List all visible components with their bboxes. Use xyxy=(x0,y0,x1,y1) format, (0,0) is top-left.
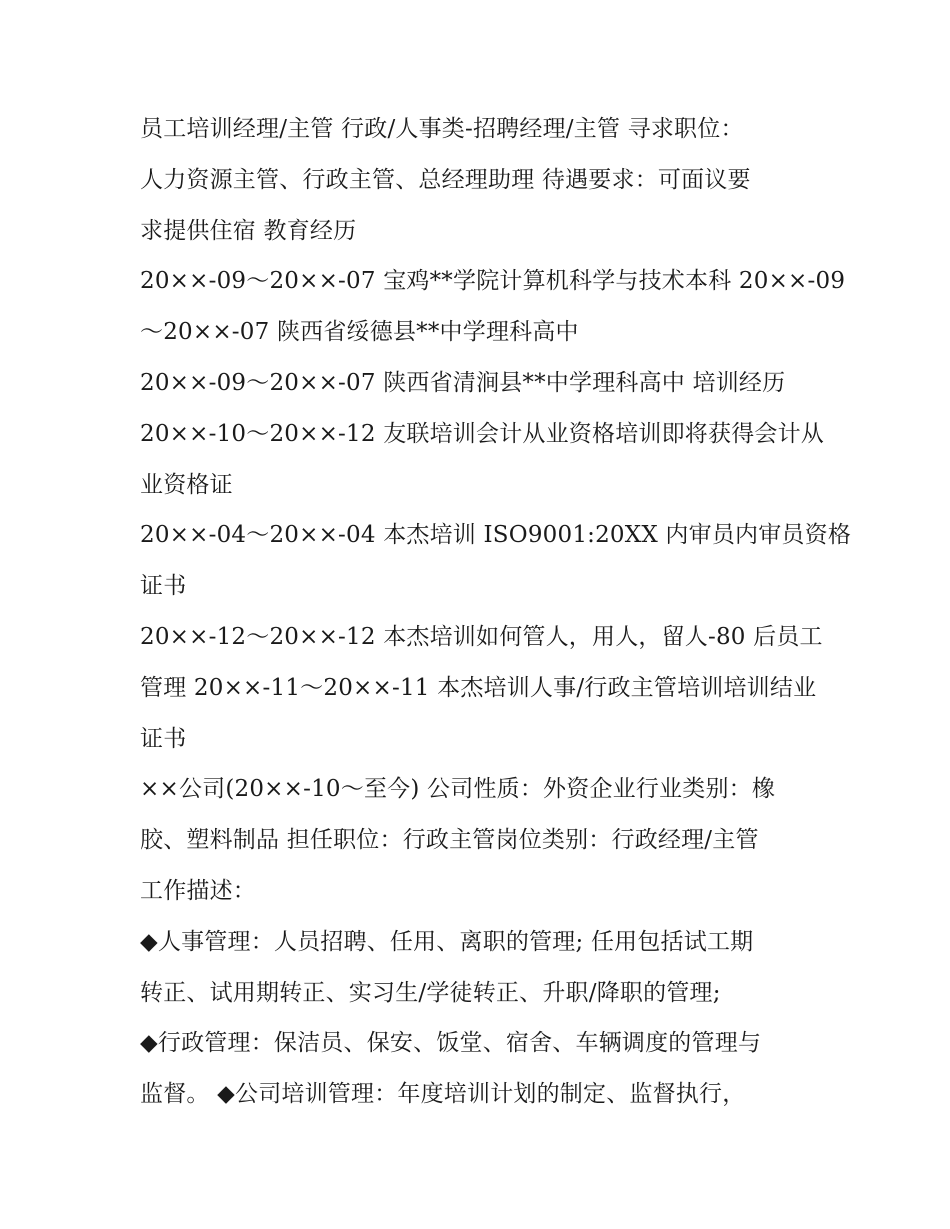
text-line: ××公司(20××-10～至今) 公司性质：外资企业行业类别：橡 xyxy=(140,776,776,803)
text-line: 员工培训经理/主管 行政/人事类-招聘经理/主管 寻求职位： xyxy=(140,116,744,142)
text-line: ～20××-07 陕西省绥德县**中学理科高中 xyxy=(140,319,579,346)
text-line: 20××-09～20××-07 宝鸡**学院计算机科学与技术本科 20××-09 xyxy=(140,268,846,295)
text-line: 胶、塑料制品 担任职位：行政主管岗位类别：行政经理/主管 xyxy=(140,827,759,854)
text-line: 监督。 ◆公司培训管理：年度培训计划的制定、监督执行， xyxy=(140,1081,746,1108)
text-line: 20××-09～20××-07 陕西省清涧县**中学理科高中 培训经历 xyxy=(140,369,786,396)
text-line: 求提供住宿 教育经历 xyxy=(140,217,357,244)
text-line: 证书 xyxy=(140,725,187,752)
text-line: 20××-04～20××-04 本杰培训 ISO9001:20XX 内审员内审员资格 xyxy=(140,522,852,549)
text-line: 工作描述： xyxy=(140,877,256,904)
text-line: 人力资源主管、行政主管、总经理助理 待遇要求：可面议要 xyxy=(140,166,751,193)
text-line: ◆人事管理：人员招聘、任用、离职的管理; 任用包括试工期 xyxy=(140,928,754,955)
text-line: ◆行政管理：保洁员、保安、饭堂、宿舍、车辆调度的管理与 xyxy=(140,1030,762,1057)
text-line: 20××-12～20××-12 本杰培训如何管人，用人，留人-80 后员工 xyxy=(140,623,823,650)
text-line: 业资格证 xyxy=(140,471,233,498)
text-line: 20××-10～20××-12 友联培训会计从业资格培训即将获得会计从 xyxy=(140,420,825,447)
text-line: 证书 xyxy=(140,573,187,600)
text-line: 管理 20××-11～20××-11 本杰培训人事/行政主管培训培训结业 xyxy=(140,674,817,701)
resume-text-body xyxy=(140,104,852,1120)
text-line: 转正、试用期转正、实习生/学徒转正、升职/降职的管理; xyxy=(140,979,721,1006)
